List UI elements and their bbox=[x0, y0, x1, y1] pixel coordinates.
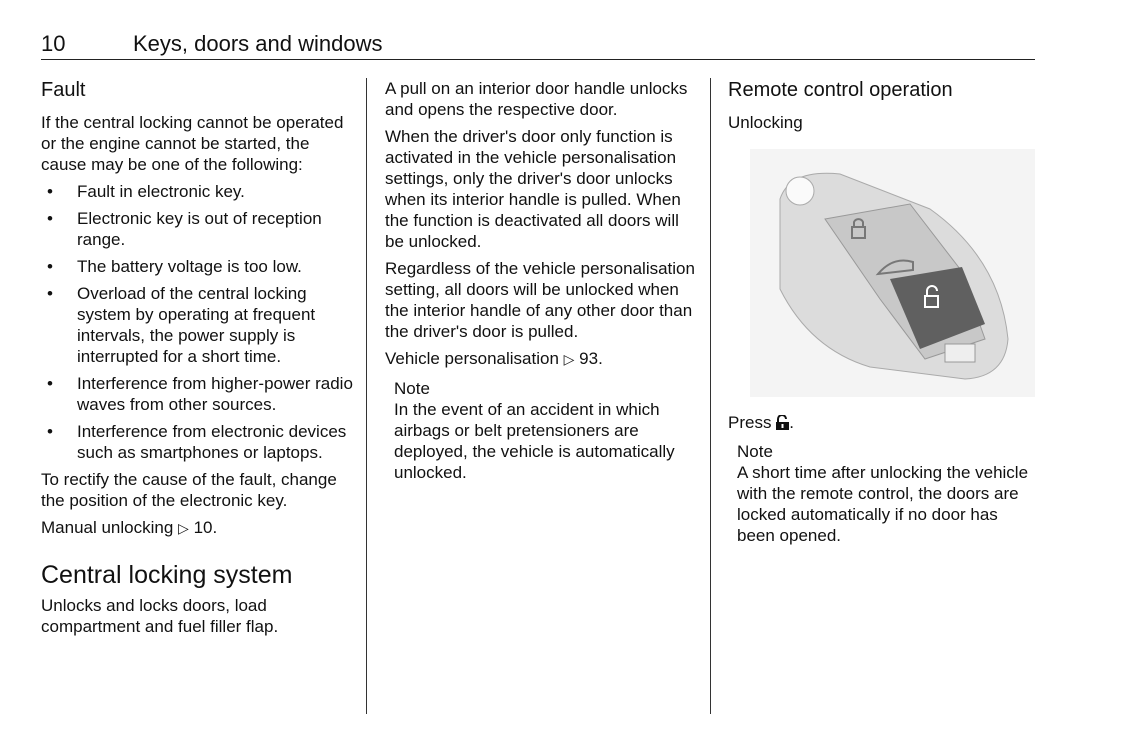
ref-text: Manual unlocking bbox=[41, 518, 174, 537]
page-number: 10 bbox=[41, 31, 66, 56]
press-instruction bbox=[728, 412, 1038, 433]
remote-key-illustration bbox=[750, 149, 1035, 397]
column-divider bbox=[710, 78, 711, 714]
list-item: • Overload of the central locking system by operating at frequent intervals, the power supply is interrupted for a short time. bbox=[41, 283, 353, 367]
note-text: In the event of an accident in which airbags or belt pretensioners are deployed, the vehicle is automatically unlocked. bbox=[394, 400, 675, 482]
note bbox=[728, 441, 1038, 546]
manual-unlocking-ref[interactable] bbox=[41, 517, 353, 539]
ref-page[interactable]: 93. bbox=[579, 349, 603, 368]
section-text: Unlocks and locks doors, load compartment and fuel filler flap. bbox=[41, 596, 279, 636]
list-item: • Electronic key is out of reception range. bbox=[41, 208, 353, 250]
reference-arrow-icon: ▷ bbox=[563, 351, 575, 367]
paragraph: When the driver's door only function is activated in the vehicle personalisation settings, only the driver's door unlocks when its interior handle is pulled. When the function is deactivated all doors will be unlocked. bbox=[385, 127, 681, 251]
column-left bbox=[41, 78, 353, 643]
page-title: Keys, doors and windows bbox=[133, 31, 383, 56]
section-title: Central locking system bbox=[41, 561, 293, 589]
paragraph: Regardless of the vehicle personalisation setting, all doors will be unlocked when the interior handle of any other door than the driver's door is pulled. bbox=[385, 259, 695, 341]
note-title: Note bbox=[737, 442, 773, 461]
fault-heading: Fault bbox=[41, 79, 86, 101]
press-text: Press bbox=[728, 413, 772, 432]
rectify-text: To rectify the cause of the fault, change the position of the electronic key. bbox=[41, 470, 337, 510]
remote-heading: Remote control operation bbox=[728, 79, 953, 101]
column-divider bbox=[366, 78, 367, 714]
unlocking-subheading: Unlocking bbox=[728, 113, 803, 132]
personalisation-ref[interactable] bbox=[385, 348, 697, 370]
note bbox=[385, 378, 697, 483]
list-item: • The battery voltage is too low. bbox=[41, 256, 353, 277]
paragraph: A pull on an interior door handle unlocks and opens the respective door. bbox=[385, 79, 688, 119]
header-rule bbox=[41, 59, 1035, 60]
column-middle bbox=[385, 78, 697, 483]
ref-page[interactable]: 10. bbox=[193, 518, 218, 537]
column-right bbox=[728, 78, 1038, 546]
note-title: Note bbox=[394, 379, 430, 398]
unlock-icon bbox=[776, 415, 789, 430]
note-text: A short time after unlocking the vehicle with the remote control, the doors are locked automatically if no door has been opened. bbox=[737, 463, 1029, 545]
reference-arrow-icon: ▷ bbox=[178, 520, 189, 536]
list-item: • Interference from higher-power radio waves from other sources. bbox=[41, 373, 353, 415]
ref-text: Vehicle personalisation bbox=[385, 349, 559, 368]
list-item: • Interference from electronic devices such as smartphones or laptops. bbox=[41, 421, 353, 463]
press-end: . bbox=[789, 413, 794, 432]
list-item: • Fault in electronic key. bbox=[41, 181, 353, 202]
fault-intro: If the central locking cannot be operated or the engine cannot be started, the cause may be one of the following: bbox=[41, 113, 344, 174]
fault-list bbox=[41, 181, 353, 463]
